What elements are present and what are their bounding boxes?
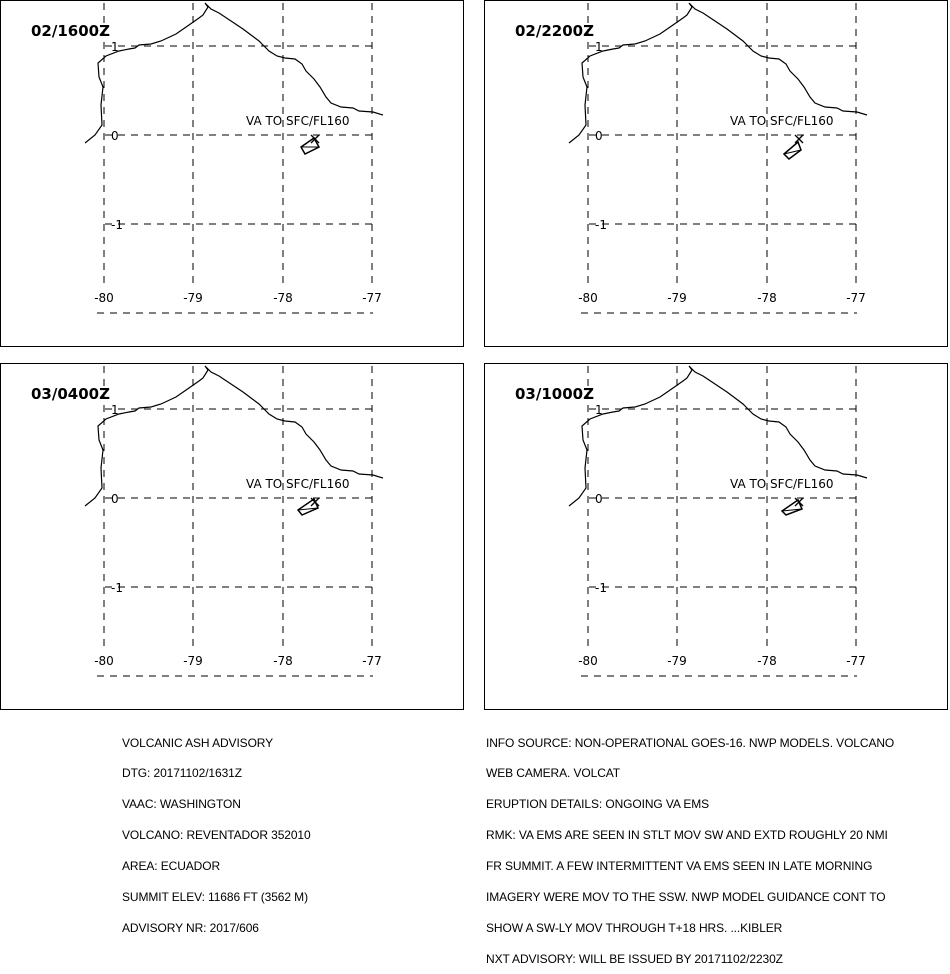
map-canvas — [485, 1, 949, 348]
latitude-label: 0 — [595, 129, 603, 143]
advisory-line: ADVISORY NR: 2017/606 — [122, 920, 259, 935]
forecast-panel-3 — [0, 363, 464, 710]
remark-line: RMK: VA EMS ARE SEEN IN STLT MOV SW AND EXTD ROUGHLY 20 NMI — [486, 828, 888, 843]
forecast-panel-1 — [0, 0, 464, 347]
longitude-label: -79 — [183, 654, 203, 668]
longitude-label: -79 — [667, 654, 687, 668]
remark-line: NXT ADVISORY: WILL BE ISSUED BY 20171102/2230Z — [486, 951, 783, 966]
advisory-line: AREA: ECUADOR — [122, 859, 221, 874]
panel-time-label: 03/1000Z — [515, 385, 594, 403]
advisory-line: SUMMIT ELEV: 11686 FT (3562 M) — [122, 890, 308, 905]
ash-cloud-label: VA TO SFC/FL160 — [730, 114, 834, 128]
remark-line: FR SUMMIT. A FEW INTERMITTENT VA EMS SEEN IN LATE MORNING — [486, 859, 873, 874]
advisory-line: VAAC: WASHINGTON — [122, 797, 241, 812]
longitude-label: -80 — [578, 291, 598, 305]
longitude-label: -77 — [362, 291, 382, 305]
map-canvas — [485, 364, 949, 711]
longitude-label: -77 — [846, 654, 866, 668]
longitude-label: -77 — [362, 654, 382, 668]
longitude-label: -79 — [183, 291, 203, 305]
longitude-label: -78 — [273, 654, 293, 668]
ash-cloud-polygon — [782, 500, 802, 515]
latitude-label: -1 — [111, 218, 123, 232]
panel-time-label: 02/2200Z — [515, 22, 594, 40]
forecast-panel-4 — [484, 363, 948, 710]
latitude-label: 0 — [111, 492, 119, 506]
advisory-remarks-text — [486, 717, 894, 974]
ash-cloud-label: VA TO SFC/FL160 — [730, 477, 834, 491]
advisory-header-text — [122, 717, 311, 944]
latitude-label: 1 — [595, 40, 603, 54]
remark-line: WEB CAMERA. VOLCAT — [486, 766, 620, 781]
latitude-label: 1 — [111, 403, 119, 417]
remark-line: IMAGERY WERE MOV TO THE SSW. NWP MODEL GUIDANCE CONT TO — [486, 890, 886, 905]
longitude-label: -80 — [94, 291, 114, 305]
latitude-label: -1 — [595, 218, 607, 232]
forecast-panel-2 — [484, 0, 948, 347]
panel-time-label: 03/0400Z — [31, 385, 110, 403]
remark-line: INFO SOURCE: NON-OPERATIONAL GOES-16. NWP MODELS. VOLCANO — [486, 735, 895, 750]
latitude-label: 0 — [595, 492, 603, 506]
longitude-label: -77 — [846, 291, 866, 305]
longitude-label: -78 — [757, 654, 777, 668]
ash-cloud-label: VA TO SFC/FL160 — [246, 114, 350, 128]
latitude-label: -1 — [111, 581, 123, 595]
latitude-label: 1 — [595, 403, 603, 417]
advisory-line: VOLCANIC ASH ADVISORY — [122, 735, 274, 750]
ash-cloud-polygon — [298, 499, 318, 515]
latitude-label: -1 — [595, 581, 607, 595]
advisory-line: DTG: 20171102/1631Z — [122, 766, 242, 781]
longitude-label: -78 — [273, 291, 293, 305]
remark-line: ERUPTION DETAILS: ONGOING VA EMS — [486, 797, 710, 812]
ash-cloud-label: VA TO SFC/FL160 — [246, 477, 350, 491]
longitude-label: -78 — [757, 291, 777, 305]
panel-time-label: 02/1600Z — [31, 22, 110, 40]
volcano-marker-icon — [795, 135, 803, 143]
advisory-line: VOLCANO: REVENTADOR 352010 — [122, 828, 311, 843]
map-canvas — [1, 364, 465, 711]
latitude-label: 0 — [111, 129, 119, 143]
map-canvas — [1, 1, 465, 348]
longitude-label: -79 — [667, 291, 687, 305]
remark-line: SHOW A SW-LY MOV THROUGH T+18 HRS. ...KIBLER — [486, 920, 783, 935]
longitude-label: -80 — [94, 654, 114, 668]
longitude-label: -80 — [578, 654, 598, 668]
latitude-label: 1 — [111, 40, 119, 54]
